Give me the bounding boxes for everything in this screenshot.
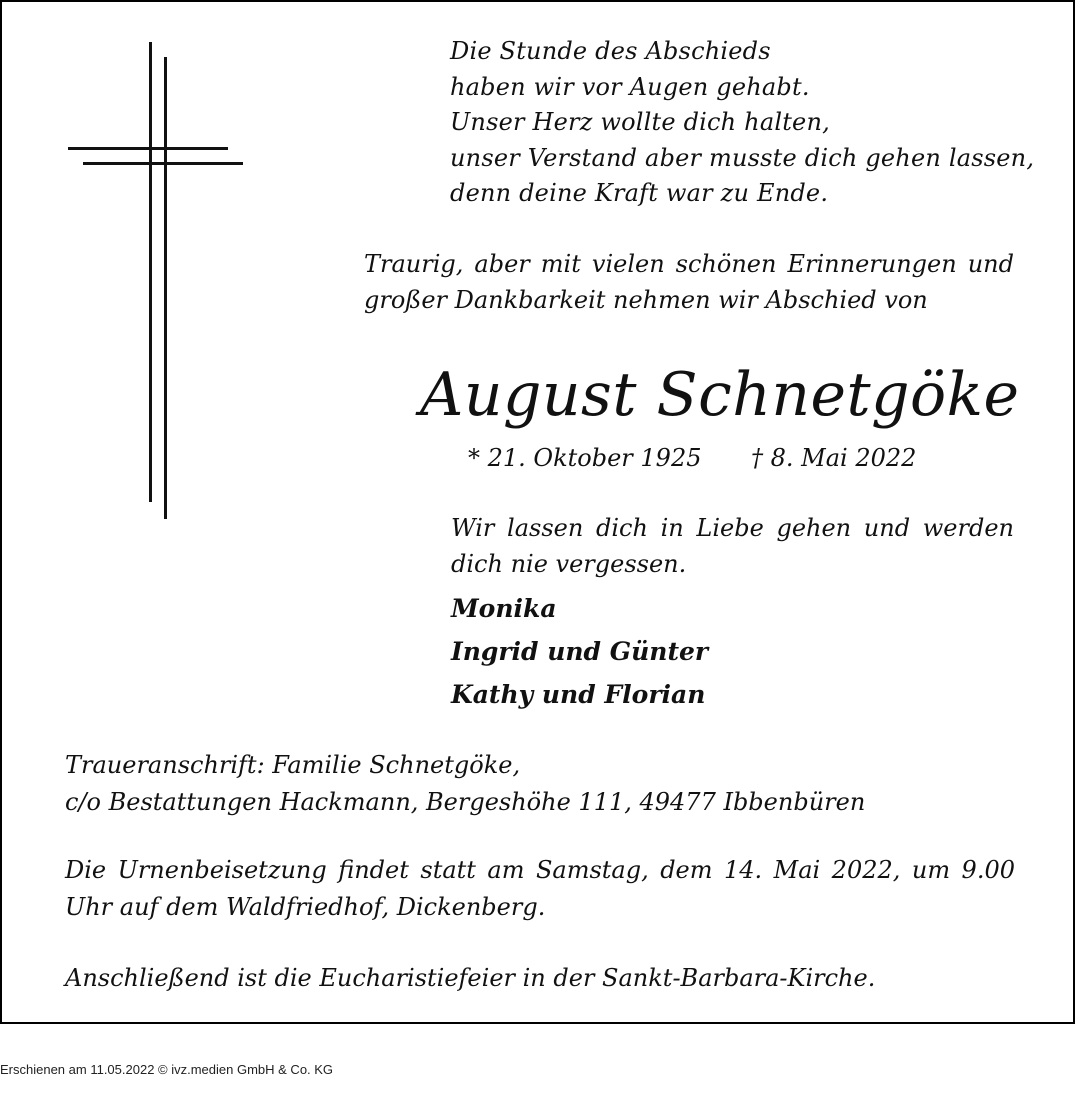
cross-icon — [2, 2, 262, 542]
poem — [450, 34, 1034, 212]
burial-notice: Die Urnenbeisetzung findet statt am Samstag, dem 14. Mai 2022, um 9.00 Uhr auf dem Waldfriedhof, Dickenberg. — [65, 856, 1015, 921]
cross-vertical-bar — [149, 42, 152, 502]
address-line: c/o Bestattungen Hackmann, Bergeshöhe 111, 49477 Ibbenbüren — [65, 788, 866, 816]
farewell-text: Wir lassen dich in Liebe gehen und werden dich nie vergessen. — [451, 514, 1014, 578]
mass-notice: Anschließend ist die Eucharistiefeier in der Sankt-Barbara-Kirche. — [65, 964, 876, 992]
poem-line: Unser Herz wollte dich halten, — [450, 108, 830, 136]
address-line: Traueranschrift: Familie Schnetgöke, — [65, 751, 521, 779]
birth-date: * 21. Oktober 1925 — [468, 444, 702, 472]
mourner-name: Ingrid und Günter — [451, 637, 709, 666]
cross-horizontal-bar-offset — [83, 162, 243, 165]
poem-line: haben wir vor Augen gehabt. — [450, 72, 810, 101]
publication-footer: Erschienen am 11.05.2022 © ivz.medien GmbH & Co. KG — [0, 1062, 334, 1077]
cross-vertical-bar-offset — [164, 57, 167, 519]
mourner-name: Kathy und Florian — [451, 680, 706, 709]
deceased-name: August Schnetgöke — [420, 360, 1020, 430]
poem-line: denn deine Kraft war zu Ende. — [450, 179, 829, 207]
mourners-list — [451, 587, 708, 716]
poem-line: Die Stunde des Abschieds — [450, 37, 771, 65]
cross-horizontal-bar — [68, 147, 228, 150]
intro-text: Traurig, aber mit vielen schönen Erinnerungen und großer Dankbarkeit nehmen wir Abschied von — [364, 250, 1014, 314]
death-date: † 8. Mai 2022 — [751, 444, 917, 472]
mourner-name: Monika — [451, 594, 557, 623]
poem-line: unser Verstand aber musste dich gehen lassen, — [450, 143, 1035, 172]
mourning-address — [65, 747, 865, 821]
